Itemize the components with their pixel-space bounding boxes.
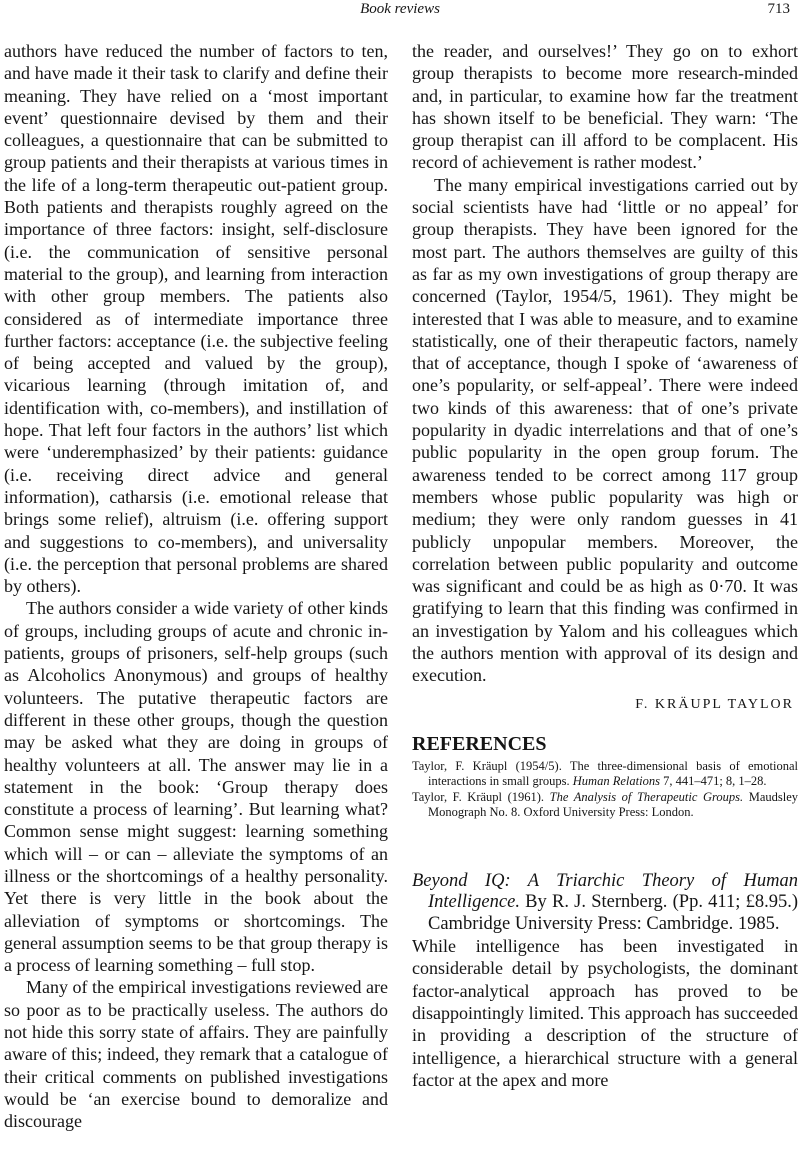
review-book-title: Beyond IQ: A Triarchic Theory of Human Intelligence.: [412, 870, 798, 913]
reference-journal: Human Relations: [572, 774, 660, 789]
reference-text: Taylor, F. Kräupl (1961).: [412, 789, 550, 804]
reference-item: [412, 759, 798, 790]
page-number: 713: [767, 1, 790, 17]
reference-text: Taylor, F. Kräupl (1954/5). The three-dimensional basis of emotional interactions in small groups.: [412, 758, 798, 789]
running-title: Book reviews: [360, 1, 440, 17]
references-heading: REFERENCES: [412, 732, 547, 755]
reference-book-title: The Analysis of Therapeutic Groups.: [549, 789, 744, 804]
next-review-heading: [412, 871, 798, 936]
paragraph-exhort: the reader, and ourselves!’ They go on to exhort group therapists to become more research-minded and, in particular, to examine how far the treatment has shown itself to be beneficial. They warn: ‘The group therapist can ill afford to be complacent. His record of achievement is rather modest.’: [412, 41, 798, 173]
left-column: [4, 40, 388, 1133]
running-head: [0, 0, 800, 22]
review-book-details: By R. J. Sternberg. (Pp. 411; £8.95.) Cambridge University Press: Cambridge. 1985.: [428, 892, 798, 934]
reference-publisher: Maudsley Monograph No. 8. Oxford University Press: London.: [428, 789, 798, 820]
reference-item: [412, 790, 798, 821]
reference-volume: 7, 441–471; 8, 1–28.: [659, 774, 767, 789]
paragraph-groups: The authors consider a wide variety of other kinds of groups, including groups of acute and chronic in-patients, groups of prisoners, self-help groups (such as Alcoholics Anonymous) and groups of healthy volunteers. The putative therapeutic factors are different in these other groups, though the question may be asked what they are doing in groups of healthy volunteers at all. The answer may lie in a statement in the book: ‘Group therapy does constitute a process of learning’. But learning what? Common sense might suggest: learning something which will – or can – alleviate the symptoms of an illness or the shortcomings of a healthy personality. Yet there is very little in the book about the alleviation of symptoms or shortcomings. The general assumption seems to be that group therapy is a process of learning something – full stop.: [4, 598, 388, 976]
next-review-body: While intelligence has been investigated in considerable detail by psychologists, the dominant factor-analytical approach has proved to be disappointingly limited. This approach has succeeded in providing a description of the structure of intelligence, a hierarchical structure with a general factor at the apex and more: [412, 936, 798, 1090]
paragraph-investigations: Many of the empirical investigations reviewed are so poor as to be practically useless. The authors do not hide this sorry state of affairs. They are painfully aware of this; indeed, they remark that a catalogue of their critical comments on published investigations would be ‘an exercise bound to demoralize and discourage: [4, 977, 388, 1132]
reviewer-signature: F. KRÄUPL TAYLOR: [635, 696, 794, 712]
paragraph-empirical: The many empirical investigations carried out by social scientists have had ‘little or no appeal’ for group therapists. They have been ignored for the most part. The authors themselves are guilty of this as far as my own investigations of group therapy are concerned (Taylor, 1954/5, 1961). They might be interested that I was able to measure, and to examine statistically, one of their therapeutic factors, namely that of acceptance, though I spoke of ‘awareness of one’s popularity, or self-appeal’. There were indeed two kinds of this awareness: that of one’s private popularity in dyadic interrelations and that of one’s public popularity in the open group forum. The awareness tended to be correct among 117 group members whose public popularity was high or medium; they were only random guesses in 41 publicly unpopular members. Moreover, the correlation between public popularity and outcome was significant and could be as high as 0·70. It was gratifying to learn that this finding was confirmed in an investigation by Yalom and his colleagues which the authors mention with approval of its design and execution.: [412, 174, 798, 686]
right-column: [412, 40, 798, 1091]
paragraph-factors: authors have reduced the number of factors to ten, and have made it their task to clarify and define their meaning. They have relied on a ‘most important event’ questionnaire devised by them and their colleagues, a questionnaire that can be submitted to group patients and their therapists at various times in the life of a long-term therapeutic out-patient group. Both patients and therapists roughly agreed on the importance of three factors: insight, self-disclosure (i.e. the communication of sensitive personal material to the group), and learning from interaction with other group members. The patients also considered as of intermediate importance three further factors: acceptance (i.e. the subjective feeling of being accepted and valued by the group), vicarious learning (through imitation of, and identification with, co-members), and instillation of hope. That left four factors in the authors’ list which were ‘underemphasized’ by their patients: guidance (i.e. receiving direct advice and general information), catharsis (i.e. emotional release that brings some relief), altruism (i.e. offering support and suggestions to co-members), and universality (i.e. the perception that personal problems are shared by others).: [4, 41, 388, 597]
references-list: [412, 759, 798, 821]
